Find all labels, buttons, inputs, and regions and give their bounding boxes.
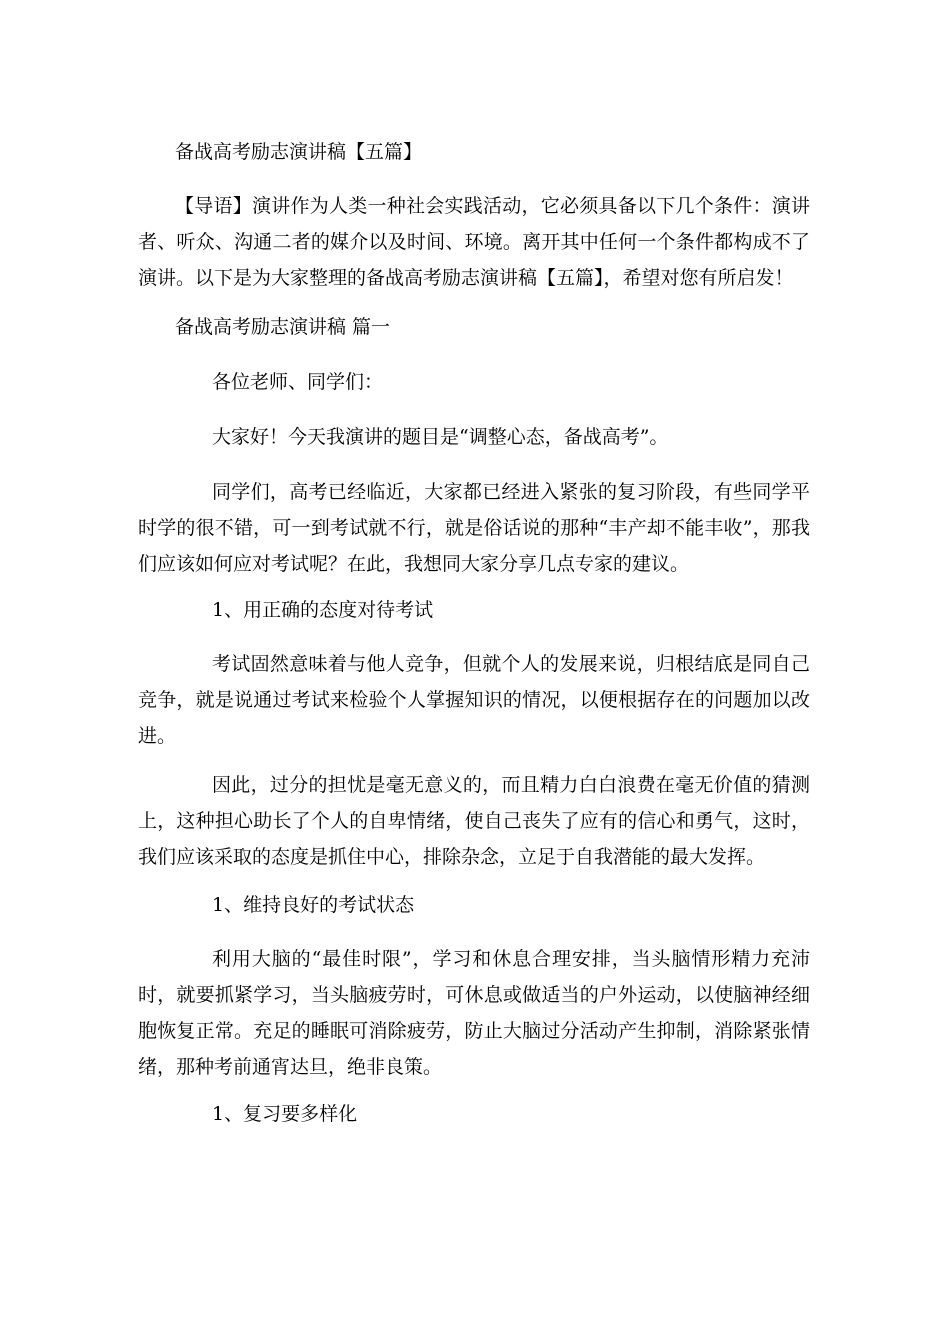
document-title: 备战高考励志演讲稿【五篇】 (175, 141, 423, 163)
paragraph-body: 考试固然意味着与他人竞争，但就个人的发展来说，归根结底是同自己竞争，就是说通过考试来检验个人掌握知识的情况，以便根据存在的问题加以改进。 (138, 653, 810, 747)
greeting: 各位老师、同学们： (212, 371, 384, 393)
paragraph-body: 同学们，高考已经临近，大家都已经进入紧张的复习阶段，有些同学平时学的很不错，可一到考试就不行，就是俗话说的那种“丰产却不能丰收”，那我们应该如何应对考试呢？在此，我想同大家分享几点专家的建议。 (138, 481, 810, 575)
subheading: 1、维持良好的考试状态 (212, 894, 415, 916)
intro-paragraph: 【导语】演讲作为人类一种社会实践活动，它必须具备以下几个条件：演讲者、听众、沟通二者的媒介以及时间、环境。离开其中任何一个条件都构成不了演讲。以下是为大家整理的备战高考励志演讲稿【五篇】，希望对您有所启发！ (138, 195, 810, 289)
paragraph-body: 因此，过分的担忧是毫无意义的，而且精力白白浪费在毫无价值的猜测上，这种担心助长了个人的自卑情绪，使自己丧失了应有的信心和勇气，这时，我们应该采取的态度是抓住中心，排除杂念，立足于自我潜能的最大发挥。 (138, 774, 810, 868)
subheading: 1、复习要多样化 (212, 1103, 358, 1125)
subheading: 1、用正确的态度对待考试 (212, 599, 434, 621)
paragraph-body: 利用大脑的“最佳时限”，学习和休息合理安排，当头脑情形精力充沛时，就要抓紧学习，当头脑疲劳时，可休息或做适当的户外运动，以使脑神经细胞恢复正常。充足的睡眠可消除疲劳，防止大脑过分活动产生抑制，消除紧张情绪，那种考前通宵达旦，绝非良策。 (138, 948, 810, 1078)
section-heading: 备战高考励志演讲稿 篇一 (175, 316, 391, 338)
paragraph-opening: 大家好！今天我演讲的题目是“调整心态，备战高考”。 (212, 426, 669, 448)
